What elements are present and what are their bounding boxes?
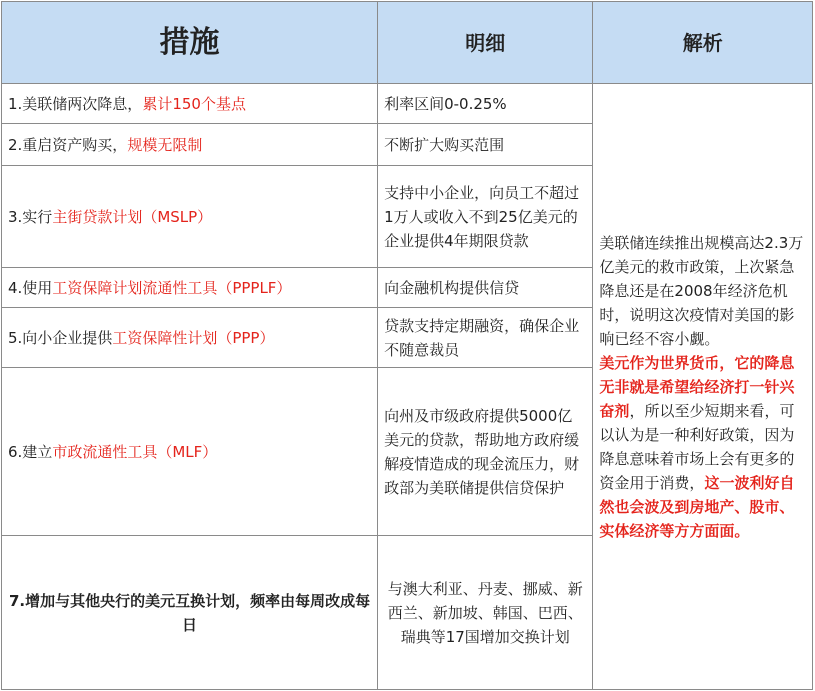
analysis-paragraph-2: ，所以至少短期来看，可以认为是一种利好政策，因为降息意味着市场上会有更多的资金用于消费， <box>599 401 795 492</box>
analysis-emphasis-1: 美元作为世界货币，它的降息无非就是希望给经济打一针兴奋剂 <box>599 353 795 420</box>
policy-table <box>1 1 813 690</box>
detail-cell: 与澳大利亚、丹麦、挪威、新西兰、新加坡、韩国、巴西、瑞典等17国增加交换计划 <box>378 536 593 690</box>
measure-prefix: 6.建立 <box>8 442 53 461</box>
detail-cell: 向州及市级政府提供5000亿美元的贷款，帮助地方政府缓解疫情造成的现金流压力，财政部为美联储提供信贷保护 <box>378 368 593 536</box>
header-measures: 措施 <box>2 2 378 84</box>
measure-highlight: 累计150个基点 <box>142 94 246 113</box>
measure-cell <box>2 166 378 268</box>
analysis-paragraph-1: 美联储连续推出规模高达2.3万亿美元的救市政策，上次紧急降息还是在2008年经济危机时，说明这次疫情对美国的影响已经不容小觑。 <box>599 233 804 348</box>
measure-cell <box>2 124 378 166</box>
measure-highlight: 规模无限制 <box>127 135 203 154</box>
analysis-cell <box>593 84 813 690</box>
measure-prefix: 2.重启资产购买， <box>8 135 128 154</box>
detail-cell: 利率区间0-0.25% <box>378 84 593 124</box>
measure-cell <box>2 268 378 308</box>
measure-highlight: 工资保障性计划（PPP） <box>112 328 275 347</box>
analysis-emphasis-2: 这一波利好自然也会波及到房地产、股市、实体经济等方方面面。 <box>599 473 795 540</box>
measure-cell: 7.增加与其他央行的美元互换计划，频率由每周改成每日 <box>2 536 378 690</box>
table-row <box>2 84 813 124</box>
measure-cell <box>2 368 378 536</box>
measure-cell <box>2 84 378 124</box>
detail-cell: 不断扩大购买范围 <box>378 124 593 166</box>
header-details: 明细 <box>378 2 593 84</box>
header-analysis: 解析 <box>593 2 813 84</box>
measure-prefix: 4.使用 <box>8 278 53 297</box>
header-row <box>2 2 813 84</box>
measure-highlight: 市政流通性工具（MLF） <box>52 442 218 461</box>
measure-cell <box>2 308 378 368</box>
measure-prefix: 1.美联储两次降息， <box>8 94 143 113</box>
detail-cell: 支持中小企业，向员工不超过1万人或收入不到25亿美元的企业提供4年期限贷款 <box>378 166 593 268</box>
measure-highlight: 工资保障计划流通性工具（PPPLF） <box>52 278 292 297</box>
measure-highlight: 主街贷款计划（MSLP） <box>52 207 213 226</box>
detail-cell: 贷款支持定期融资，确保企业不随意裁员 <box>378 308 593 368</box>
measure-prefix: 3.实行 <box>8 207 53 226</box>
detail-cell: 向金融机构提供信贷 <box>378 268 593 308</box>
measure-prefix: 5.向小企业提供 <box>8 328 113 347</box>
